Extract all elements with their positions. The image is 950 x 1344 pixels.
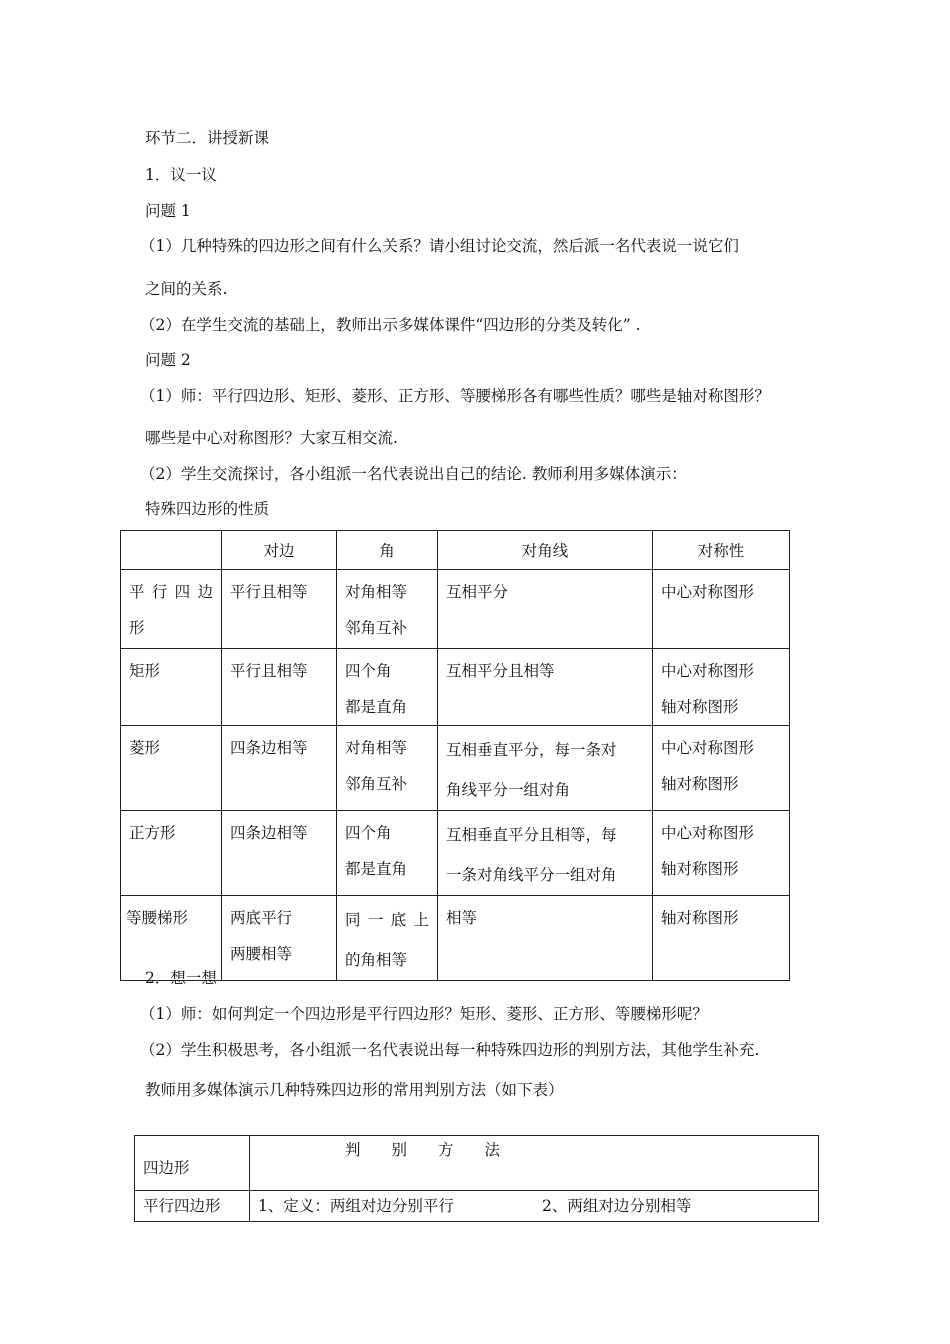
part2-heading: 2．想一想 [145,969,217,987]
header-cell-sides: 对边 [222,531,337,570]
symmetry-cell [653,811,790,896]
part2-intro: 教师用多媒体演示几种特殊四边形的常用判别方法（如下表） [145,1081,564,1099]
table-row [121,649,790,726]
sides-text: 四条边相等 [230,739,308,757]
question1-label: 问题 1 [145,202,191,220]
symmetry-text: 轴对称图形 [661,698,739,716]
shape-name-cell: 平行四边 形 [121,570,222,649]
symmetry-text: 轴对称图形 [661,775,739,793]
table-row [135,1191,819,1222]
symmetry-text: 轴对称图形 [661,860,739,878]
diagonals-cell [438,896,653,981]
table-row [121,570,790,649]
part1-heading: 1．议一议 [145,166,217,184]
angles-cell [337,649,438,726]
symmetry-text: 中心对称图形 [661,583,755,601]
diagonals-cell [438,726,653,811]
question1-item1-line2: 之间的关系. [145,280,228,298]
angles-text: 邻角互补 [345,775,408,793]
shape-name: 正方形 [129,824,176,842]
question1-item2: （2）在学生交流的基础上，教师出示多媒体课件“四边形的分类及转化” . [140,316,641,334]
sides-text: 平行且相等 [230,583,308,601]
symmetry-text: 中心对称图形 [661,739,755,757]
criteria-header-left-text: 四边形 [143,1159,190,1177]
criteria-shape-name-text: 平行四边形 [143,1197,221,1215]
angles-cell [337,570,438,649]
header-cell-diagonals: 对角线 [438,531,653,570]
angles-text: 的角相等 [345,951,408,969]
shape-name: 等腰梯形 [126,909,189,927]
angles-text: 四个角 [345,662,392,680]
criteria-header-right-text: 判 别 方 法 [345,1141,501,1159]
properties-table [120,530,790,981]
diagonals-text: 相等 [446,909,478,927]
part2-item1: （1）师：如何判定一个四边形是平行四边形？矩形、菱形、正方形、等腰梯形呢？ [140,1005,708,1023]
shape-name: 菱形 [129,739,161,757]
criteria-method-2: 2、两组对边分别相等 [542,1197,692,1215]
diagonals-text: 一条对角线平分一组对角 [446,866,617,884]
angles-text: 四个角 [345,824,392,842]
question2-item1-line2: 哪些是中心对称图形？大家互相交流. [145,429,398,447]
part2-item2: （2）学生积极思考，各小组派一名代表说出每一种特殊四边形的判别方法，其他学生补充. [140,1041,760,1059]
header-cell-blank [121,531,222,570]
table-row [121,726,790,811]
symmetry-cell [653,570,790,649]
criteria-header-right [250,1136,819,1191]
diagonals-text: 互相垂直平分且相等，每 [446,826,617,844]
angles-cell [337,811,438,896]
diagonals-cell [438,649,653,726]
section-title: 环节二．讲授新课 [145,129,270,147]
angles-text: 同一底上 [345,911,429,929]
header-cell-angles: 角 [337,531,438,570]
angles-cell [337,726,438,811]
angles-text: 都是直角 [345,860,408,878]
shape-name-cell [121,811,222,896]
sides-cell [222,570,337,649]
symmetry-text: 中心对称图形 [661,824,755,842]
angles-text: 对角相等 [345,739,408,757]
sides-text: 两腰相等 [230,945,293,963]
sides-cell [222,896,337,981]
properties-table-caption: 特殊四边形的性质 [145,500,270,518]
symmetry-cell [653,896,790,981]
table-row [121,896,790,981]
shape-name-cell [121,726,222,811]
criteria-shape-name [135,1191,250,1222]
sides-text: 四条边相等 [230,824,308,842]
question2-label: 问题 2 [145,351,191,369]
diagonals-text: 互相垂直平分，每一条对 [446,741,617,759]
sides-cell [222,649,337,726]
criteria-header-left [135,1136,250,1191]
angles-cell [337,896,438,981]
angles-text: 邻角互补 [345,619,408,637]
criteria-header-row [135,1136,819,1191]
sides-text: 两底平行 [230,909,293,927]
symmetry-cell [653,726,790,811]
table-row [121,811,790,896]
diagonals-text: 互相平分且相等 [446,662,555,680]
header-cell-symmetry: 对称性 [653,531,790,570]
question2-item1-line1: （1）师：平行四边形、矩形、菱形、正方形、等腰梯形各有哪些性质？哪些是轴对称图形？ [140,387,770,405]
diagonals-text: 角线平分一组对角 [446,781,571,799]
diagonals-cell [438,811,653,896]
angles-text: 对角相等 [345,583,408,601]
diagonals-cell [438,570,653,649]
criteria-methods-cell [250,1191,819,1222]
criteria-method-1: 1、定义：两组对边分别平行 [258,1197,454,1215]
symmetry-text: 中心对称图形 [661,662,755,680]
sides-cell [222,811,337,896]
symmetry-cell [653,649,790,726]
angles-text: 都是直角 [345,698,408,716]
shape-name-cell [121,649,222,726]
question2-item2: （2）学生交流探讨，各小组派一名代表说出自己的结论. 教师利用多媒体演示： [140,465,687,483]
diagonals-text: 互相平分 [446,583,509,601]
sides-text: 平行且相等 [230,662,308,680]
sides-cell [222,726,337,811]
table-header-row [121,531,790,570]
shape-name: 矩形 [129,662,161,680]
question1-item1-line1: （1）几种特殊的四边形之间有什么关系？请小组讨论交流，然后派一名代表说一说它们 [140,237,739,255]
shape-name: 平行四边 [129,583,213,601]
symmetry-text: 轴对称图形 [661,909,739,927]
criteria-table [134,1135,819,1222]
